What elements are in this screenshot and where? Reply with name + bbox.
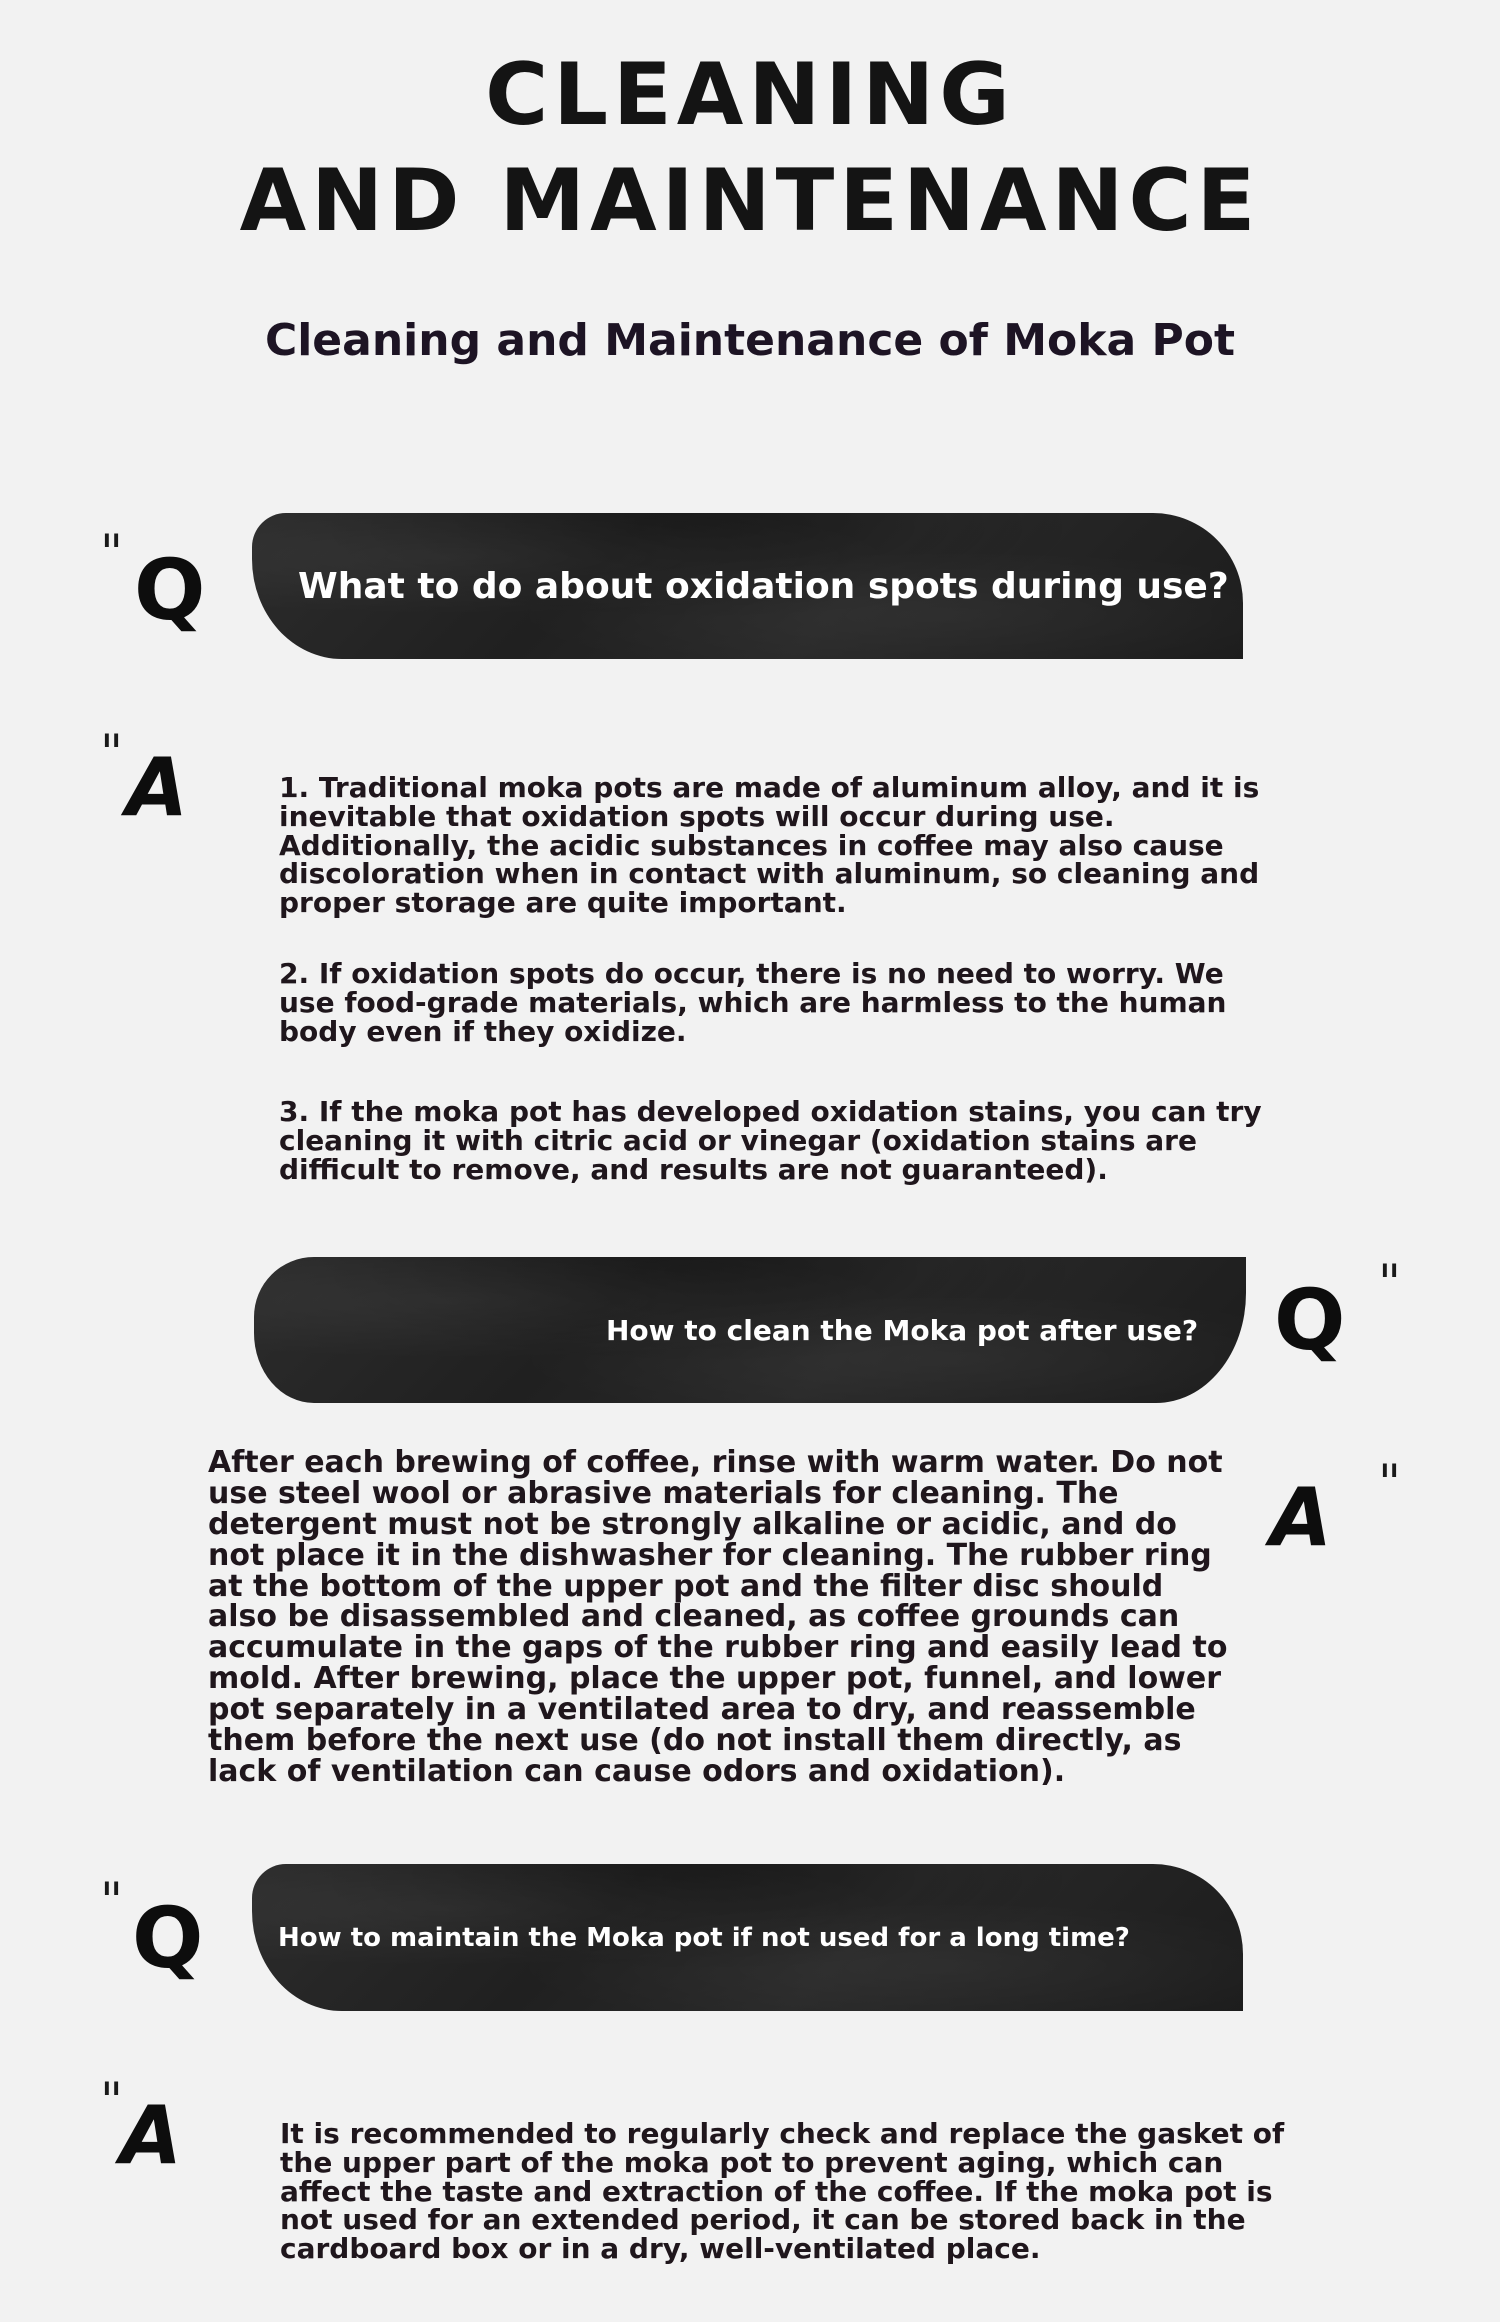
question-bar bbox=[254, 1257, 1246, 1403]
question-mark-q: Q bbox=[134, 541, 206, 639]
answer-mark-a: A bbox=[126, 741, 188, 834]
question-text: What to do about oxidation spots during use? bbox=[298, 565, 1229, 607]
page-title-line-1: CLEANING bbox=[485, 45, 1015, 145]
page-title-line-2: AND MAINTENANCE bbox=[239, 151, 1261, 251]
answer-paragraph: After each brewing of coffee, rinse with warm water. Do not use steel wool or abrasive materials for cleaning. The detergent must not be strongly alkaline or acidic, and do not place it in the dishwasher for cleaning. The rubber ring at the bottom of the upper pot and the filter disc should also be disassembled and cleaned, as coffee grounds can accumulate in the gaps of the rubber ring and easily lead to mold. After brewing, place the upper pot, funnel, and lower pot separately in a ventilated area to dry, and reassemble them before the next use (do not install them directly, as lack of ventilation can cause odors and oxidation). bbox=[208, 1445, 1228, 1789]
question-mark-q: Q bbox=[1274, 1271, 1346, 1369]
answer-paragraph: 2. If oxidation spots do occur, there is no need to worry. We use food-grade materials, which are harmless to the human body even if they oxidize. bbox=[279, 957, 1227, 1048]
page-subtitle: Cleaning and Maintenance of Moka Pot bbox=[264, 315, 1236, 366]
answer-mark-a: A bbox=[120, 2089, 182, 2182]
quote-mark: " bbox=[1378, 1254, 1401, 1312]
quote-mark: " bbox=[1378, 1454, 1401, 1512]
quote-mark: " bbox=[100, 524, 123, 582]
answer-paragraph: 3. If the moka pot has developed oxidation stains, you can try cleaning it with citric acid or vinegar (oxidation stains are difficult to remove, and results are not guaranteed). bbox=[279, 1095, 1262, 1186]
quote-mark: " bbox=[100, 724, 123, 782]
quote-mark: " bbox=[100, 1872, 123, 1930]
answer-paragraph: It is recommended to regularly check and replace the gasket of the upper part of the moka pot to prevent aging, which can affect the taste and extraction of the coffee. If the moka pot is not used for an extended period, it can be stored back in the cardboard box or in a dry, well-ventilated place. bbox=[280, 2117, 1285, 2266]
question-text: How to clean the Moka pot after use? bbox=[606, 1313, 1199, 1347]
answer-mark-a: A bbox=[1270, 1471, 1332, 1564]
question-text: How to maintain the Moka pot if not used for a long time? bbox=[278, 1922, 1130, 1953]
quote-mark: " bbox=[100, 2072, 123, 2130]
answer-paragraph: 1. Traditional moka pots are made of aluminum alloy, and it is inevitable that oxidation spots will occur during use. Additionally, the acidic substances in coffee may also cause discoloration when in contact with aluminum, so cleaning and proper storage are quite important. bbox=[279, 771, 1260, 920]
question-bar bbox=[252, 513, 1243, 659]
question-bar bbox=[252, 1864, 1243, 2011]
question-mark-q: Q bbox=[132, 1889, 204, 1987]
